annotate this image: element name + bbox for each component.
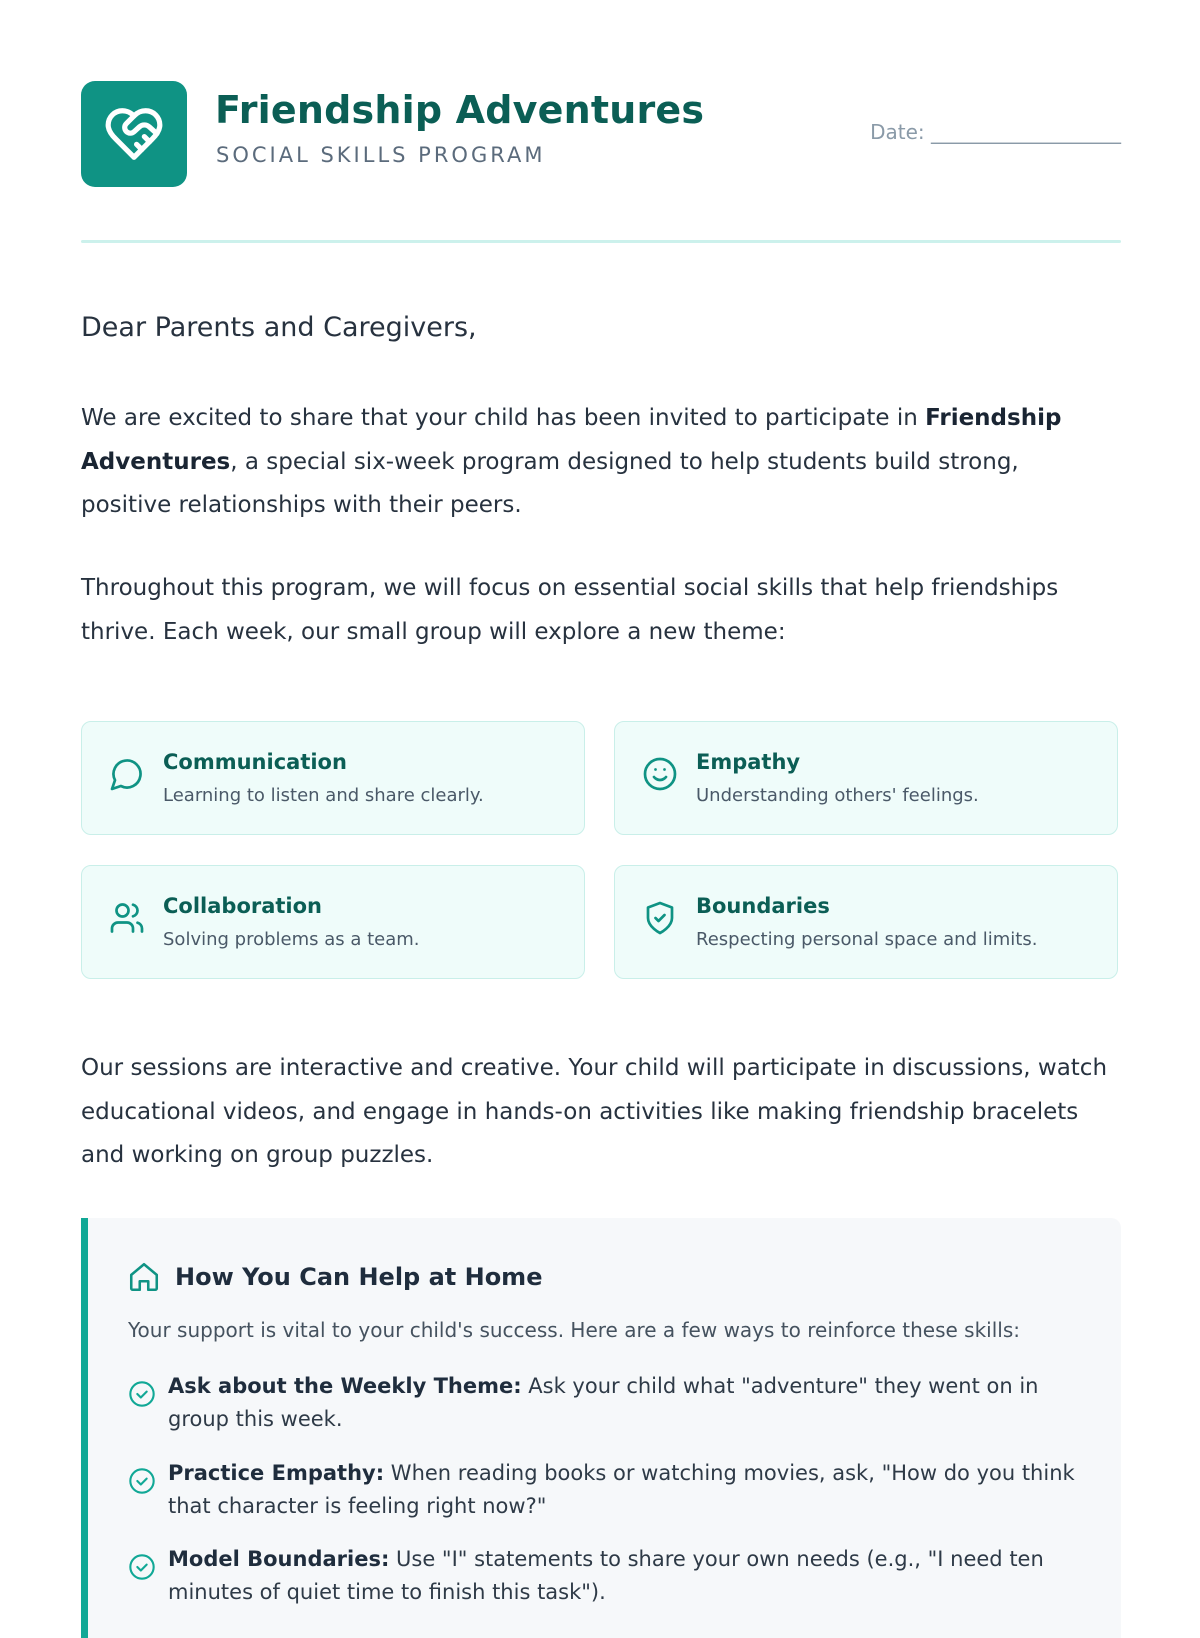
shield-check-icon bbox=[642, 900, 678, 936]
theme-title: Empathy bbox=[696, 750, 801, 774]
help-tip-heading: Practice Empathy: bbox=[168, 1461, 385, 1485]
header-divider bbox=[81, 240, 1121, 243]
intro-paragraph bbox=[81, 397, 1111, 528]
themes-intro-paragraph: Throughout this program, we will focus on essential social skills that help friendships thrive. Each week, our small group will explore a new theme: bbox=[81, 575, 1059, 645]
heart-handshake-icon bbox=[103, 103, 165, 165]
theme-card-communication bbox=[81, 721, 585, 835]
theme-description: Respecting personal space and limits. bbox=[696, 929, 1038, 950]
check-circle-icon bbox=[128, 1467, 156, 1495]
letter-page bbox=[81, 0, 1121, 1604]
help-tip-text bbox=[168, 1370, 1078, 1436]
help-tip-heading: Model Boundaries: bbox=[168, 1547, 390, 1571]
intro-text-end: , a special six-week program designed to help students build strong, positive relationships with their peers. bbox=[81, 448, 1019, 518]
help-tip-heading: Ask about the Weekly Theme: bbox=[168, 1374, 522, 1398]
users-icon bbox=[109, 900, 145, 936]
sessions-paragraph: Our sessions are interactive and creative. Your child will participate in discussions, watch educational videos, and engage in hands-on activities like making friendship bracelets and working on group puzzles. bbox=[81, 1055, 1108, 1168]
program-title: Friendship Adventures bbox=[215, 88, 705, 132]
check-circle-icon bbox=[128, 1553, 156, 1581]
chat-bubble-icon bbox=[109, 756, 145, 792]
help-intro: Your support is vital to your child's success. Here are a few ways to reinforce these skills: bbox=[128, 1318, 1021, 1342]
intro-text-start: We are excited to share that your child has been invited to participate in bbox=[81, 405, 926, 431]
help-tip-body: Use "I" statements to share your own needs (e.g., "I need ten minutes of quiet time to finish this task"). bbox=[168, 1547, 1044, 1604]
help-title: How You Can Help at Home bbox=[175, 1263, 543, 1291]
theme-description: Learning to listen and share clearly. bbox=[163, 785, 484, 806]
program-logo bbox=[81, 81, 187, 187]
program-subtitle: SOCIAL SKILLS PROGRAM bbox=[216, 143, 546, 167]
theme-title: Communication bbox=[163, 750, 347, 774]
theme-description: Solving problems as a team. bbox=[163, 929, 420, 950]
date-field[interactable]: Date: ___________________ bbox=[870, 120, 1121, 144]
theme-title: Collaboration bbox=[163, 894, 323, 918]
help-tip-text bbox=[168, 1457, 1078, 1523]
theme-card-boundaries bbox=[614, 865, 1118, 979]
help-tip-text bbox=[168, 1543, 1078, 1609]
home-icon bbox=[127, 1260, 161, 1294]
theme-card-collaboration bbox=[81, 865, 585, 979]
help-tip-body: Ask your child what "adventure" they went on in group this week. bbox=[168, 1374, 1039, 1431]
theme-title: Boundaries bbox=[696, 894, 830, 918]
letter-header bbox=[81, 0, 1121, 244]
greeting: Dear Parents and Caregivers, bbox=[81, 312, 477, 343]
help-at-home-box bbox=[81, 1218, 1121, 1638]
intro-program-name: Friendship Adventures bbox=[81, 405, 1062, 475]
check-circle-icon bbox=[128, 1380, 156, 1408]
theme-card-empathy bbox=[614, 721, 1118, 835]
smile-icon bbox=[642, 756, 678, 792]
help-tip-body: When reading books or watching movies, ask, "How do you think that character is feeling right now?" bbox=[168, 1461, 1075, 1518]
theme-description: Understanding others' feelings. bbox=[696, 785, 979, 806]
